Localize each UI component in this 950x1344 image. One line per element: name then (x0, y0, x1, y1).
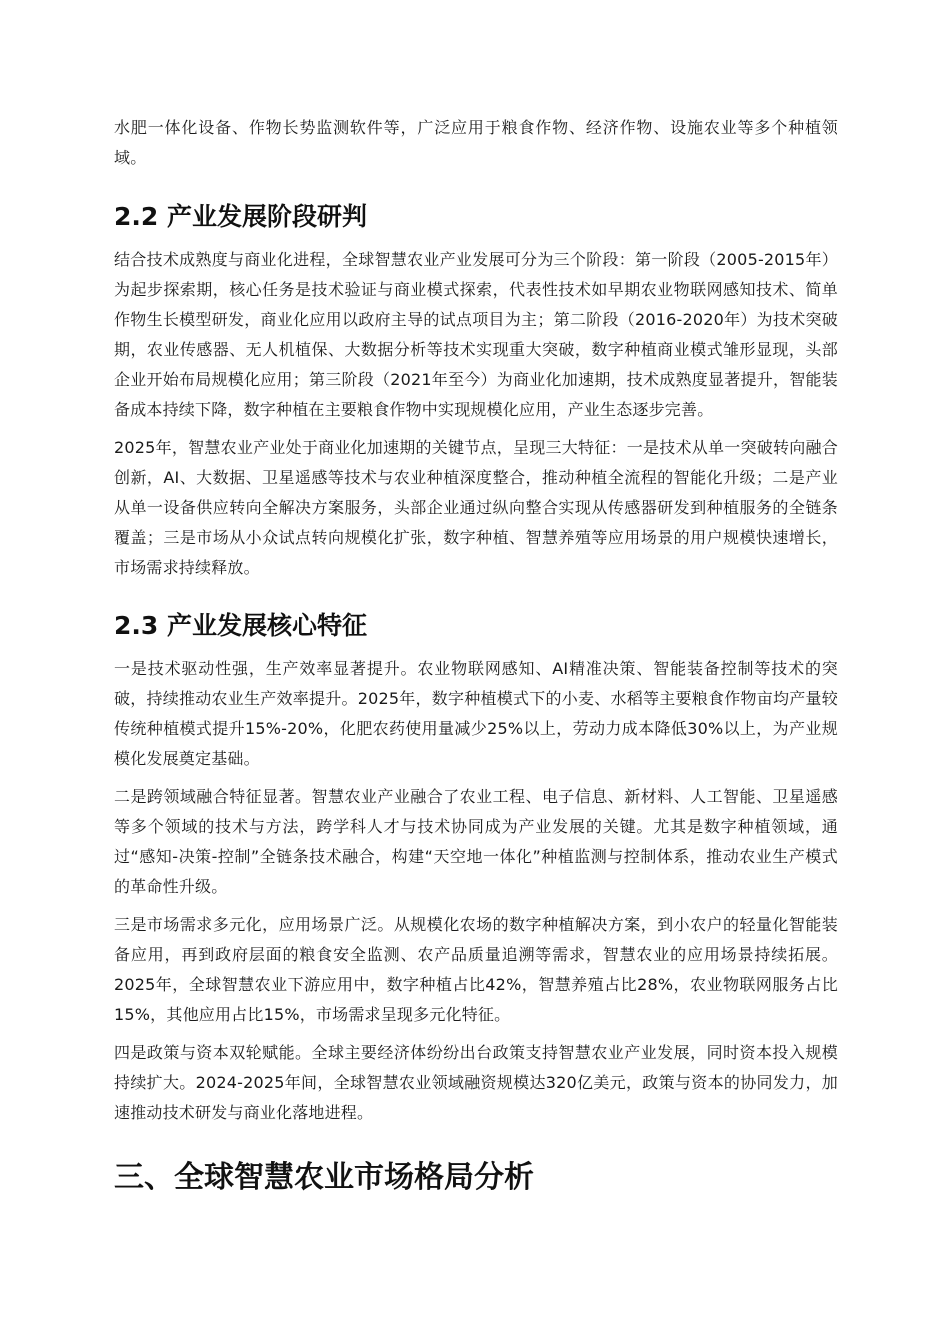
section-2-3-paragraph-4: 四是政策与资本双轮赋能。全球主要经济体纷纷出台政策支持智慧农业产业发展，同时资本投入规模持续扩大。2024-2025年间，全球智慧农业领域融资规模达320亿美元，政策与资本的协同发力，加速推动技术研发与商业化落地进程。 (114, 1043, 838, 1122)
chapter-3-heading: 三、全球智慧农业市场格局分析 (114, 1160, 534, 1195)
section-2-3-paragraph-2: 二是跨领域融合特征显著。智慧农业产业融合了农业工程、电子信息、新材料、人工智能、卫星遥感等多个领域的技术与方法，跨学科人才与技术协同成为产业发展的关键。尤其是数字种植领域，通过“感知-决策-控制”全链条技术融合，构建“天空地一体化”种植监测与控制体系，推动农业生产模式的革命性升级。 (114, 787, 838, 896)
section-2-3-paragraph-1: 一是技术驱动性强，生产效率显著提升。农业物联网感知、AI精准决策、智能装备控制等技术的突破，持续推动农业生产效率提升。2025年，数字种植模式下的小麦、水稻等主要粮食作物亩均产量较传统种植模式提升15%-20%，化肥农药使用量减少25%以上，劳动力成本降低30%以上，为产业规模化发展奠定基础。 (114, 659, 838, 768)
section-2-2-heading: 2.2 产业发展阶段研判 (114, 202, 367, 231)
intro-paragraph: 水肥一体化设备、作物长势监测软件等，广泛应用于粮食作物、经济作物、设施农业等多个种植领域。 (114, 118, 838, 167)
section-2-3-heading: 2.3 产业发展核心特征 (114, 611, 367, 640)
section-2-3-paragraph-3: 三是市场需求多元化，应用场景广泛。从规模化农场的数字种植解决方案，到小农户的轻量化智能装备应用，再到政府层面的粮食安全监测、农产品质量追溯等需求，智慧农业的应用场景持续拓展。2025年，全球智慧农业下游应用中，数字种植占比42%，智慧养殖占比28%，农业物联网服务占比15%，其他应用占比15%，市场需求呈现多元化特征。 (114, 915, 838, 1024)
section-2-2-paragraph-2: 2025年，智慧农业产业处于商业化加速期的关键节点，呈现三大特征：一是技术从单一突破转向融合创新，AI、大数据、卫星遥感等技术与农业种植深度整合，推动种植全流程的智能化升级；二是产业从单一设备供应转向全解决方案服务，头部企业通过纵向整合实现从传感器研发到种植服务的全链条覆盖；三是市场从小众试点转向规模化扩张，数字种植、智慧养殖等应用场景的用户规模快速增长，市场需求持续释放。 (114, 438, 838, 577)
document-page (114, 113, 838, 1198)
section-2-2-paragraph-1: 结合技术成熟度与商业化进程，全球智慧农业产业发展可分为三个阶段：第一阶段（2005-2015年）为起步探索期，核心任务是技术验证与商业模式探索，代表性技术如早期农业物联网感知技术、简单作物生长模型研发，商业化应用以政府主导的试点项目为主；第二阶段（2016-2020年）为技术突破期，农业传感器、无人机植保、大数据分析等技术实现重大突破，数字种植商业模式雏形显现，头部企业开始布局规模化应用；第三阶段（2021年至今）为商业化加速期，技术成熟度显著提升，智能装备成本持续下降，数字种植在主要粮食作物中实现规模化应用，产业生态逐步完善。 (114, 250, 838, 419)
